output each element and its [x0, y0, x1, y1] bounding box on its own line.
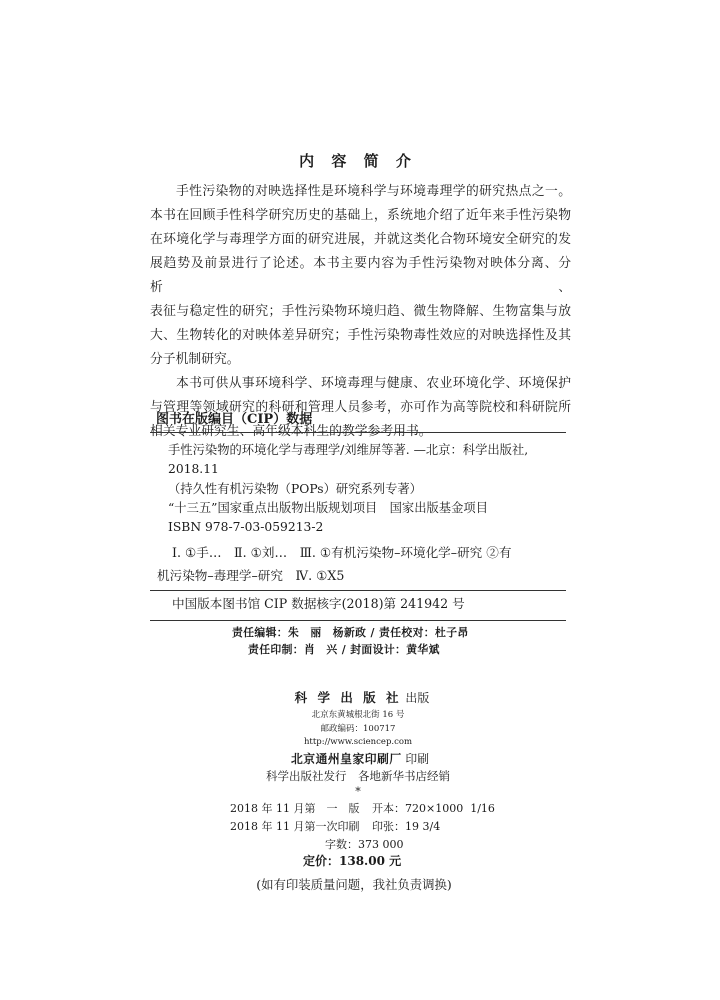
summary-title: 内 容 简 介	[299, 152, 417, 170]
cip-record-number: 中国版本图书馆 CIP 数据核字(2018)第 241942 号	[172, 596, 465, 611]
printer-action: 印刷	[405, 752, 430, 766]
summary-line: 本书可供从事环境科学、环境毒理与健康、农业环境化学、环境保护	[176, 376, 571, 391]
publisher-contact	[200, 709, 516, 750]
sheets-info: 印张：19 3/4	[372, 820, 441, 833]
publisher-action: 出版	[405, 691, 430, 705]
cip-description	[168, 441, 568, 537]
summary-line: 表征与稳定性的研究；手性污染物环境归趋、微生物降解、生物富集与放	[150, 304, 571, 319]
cip-middle-rule	[150, 590, 566, 591]
summary-line: 在环境化学与毒理学方面的研究进展，并就这类化合物环境安全研究的发	[150, 232, 571, 247]
distribution-line: 科学出版社发行 各地新华书店经销	[266, 769, 450, 783]
cip-description-line: 2018.11	[168, 462, 219, 477]
cip-classification-line: Ⅰ. ①手… Ⅱ. ①刘… Ⅲ. ①有机污染物–环境化学–研究 ②有	[172, 545, 512, 560]
cip-classification	[157, 541, 567, 587]
summary-line: 大、生物转化的对映体差异研究；手性污染物毒性效应的对映选择性及其	[150, 328, 571, 343]
summary-line: 相关专业研究生、高年级本科生的教学参考用书。	[150, 424, 432, 439]
printer-line	[202, 751, 518, 767]
separator-star: *	[355, 785, 361, 798]
format-info: 开本：720×1000 1/16	[372, 802, 495, 815]
editor-credit: 责任编辑：朱 丽 杨新政 / 责任校对：杜子昂	[232, 626, 469, 639]
cip-top-rule	[150, 432, 566, 433]
summary-line: 展趋势及前景进行了论述。本书主要内容为手性污染物对映体分离、分析、	[150, 256, 571, 295]
summary-body	[150, 180, 571, 444]
summary-line: 本书在回顾手性科学研究历史的基础上，系统地介绍了近年来手性污染物	[150, 208, 571, 223]
cip-series-line: （持久性有机污染物（POPs）研究系列专著）	[168, 481, 422, 496]
cip-project-line: “十三五”国家重点出版物出版规划项目 国家出版基金项目	[168, 500, 488, 515]
publisher-logo: 科 学 出 版 社	[294, 690, 402, 705]
publisher-website: http://www.sciencep.com	[303, 737, 413, 747]
cip-classification-line: 机污染物–毒理学–研究 Ⅳ. ①X5	[157, 568, 345, 583]
production-credit: 责任印制：肖 兴 / 封面设计：黄华斌	[248, 643, 440, 656]
quality-notice: (如有印装质量问题，我社负责调换)	[256, 877, 452, 892]
printing-info: 2018 年 11 月第一次印刷	[230, 820, 360, 833]
publisher-line	[204, 689, 520, 707]
publisher-postcode: 邮政编码：100717	[320, 723, 396, 734]
printer-name: 北京通州皇家印刷厂	[290, 752, 402, 766]
publisher-address: 北京东黄城根北街 16 号	[311, 710, 405, 720]
price: 定价：138.00 元	[303, 854, 402, 868]
edition-info: 2018 年 11 月第 一 版	[230, 802, 360, 815]
word-count: 字数：373 000	[325, 838, 404, 851]
cip-heading: 图书在版编目（CIP）数据	[156, 412, 313, 427]
summary-line: 分子机制研究。	[150, 352, 240, 367]
summary-line: 手性污染物的对映选择性是环境科学与环境毒理学的研究热点之一。	[176, 184, 571, 199]
summary-line: 与管理等领域研究的科研和管理人员参考，亦可作为高等院校和科研院所	[150, 400, 571, 415]
cip-bottom-rule	[150, 620, 566, 621]
cip-isbn: ISBN 978-7-03-059213-2	[168, 520, 324, 535]
cip-description-line: 手性污染物的环境化学与毒理学/刘维屏等著. —北京：科学出版社,	[168, 443, 529, 457]
